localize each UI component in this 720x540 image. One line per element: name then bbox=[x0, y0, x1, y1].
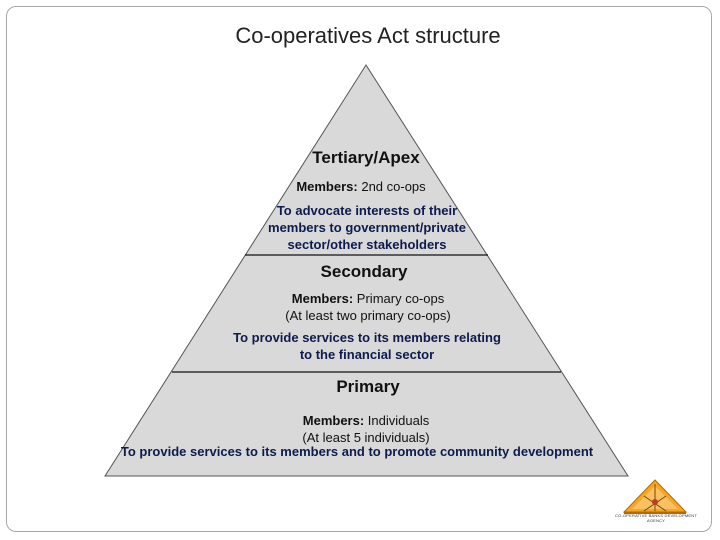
primary-purpose bbox=[92, 443, 622, 460]
tertiary-purpose bbox=[236, 202, 498, 253]
secondary-members-note: (At least two primary co-ops) bbox=[285, 308, 451, 323]
tertiary-purpose-line: To advocate interests of their bbox=[276, 203, 458, 218]
logo-center bbox=[652, 499, 658, 505]
secondary-heading: Secondary bbox=[320, 262, 408, 281]
secondary-members-value: Primary co-ops bbox=[353, 291, 445, 306]
primary-members-value: Individuals bbox=[364, 413, 430, 428]
tertiary-members-value: 2nd co-ops bbox=[357, 179, 426, 194]
secondary-purpose-line: to the financial sector bbox=[299, 347, 435, 362]
tertiary-members bbox=[236, 178, 486, 195]
tertiary-purpose-line: sector/other stakeholders bbox=[287, 237, 447, 252]
secondary-purpose-line: To provide services to its members relating bbox=[233, 330, 501, 345]
tertiary-purpose-line: members to government/private bbox=[268, 220, 466, 235]
primary-purpose-line: To provide services to its members and to promote community development bbox=[120, 444, 594, 459]
primary-members-note: (At least 5 individuals) bbox=[302, 430, 430, 445]
primary-heading: Primary bbox=[336, 377, 400, 396]
tertiary-heading: Tertiary/Apex bbox=[312, 148, 420, 167]
tertiary-members-label: Members: bbox=[296, 179, 358, 194]
secondary-members bbox=[218, 290, 518, 324]
slide-title: Co-operatives Act structure bbox=[235, 23, 501, 48]
primary-members bbox=[216, 412, 516, 446]
secondary-purpose bbox=[206, 329, 528, 363]
primary-members-label: Members: bbox=[302, 413, 365, 428]
logo-caption: CO-OPERATIVE BANKS DEVELOPMENT AGENCY bbox=[615, 513, 697, 523]
secondary-members-label: Members: bbox=[291, 291, 354, 306]
